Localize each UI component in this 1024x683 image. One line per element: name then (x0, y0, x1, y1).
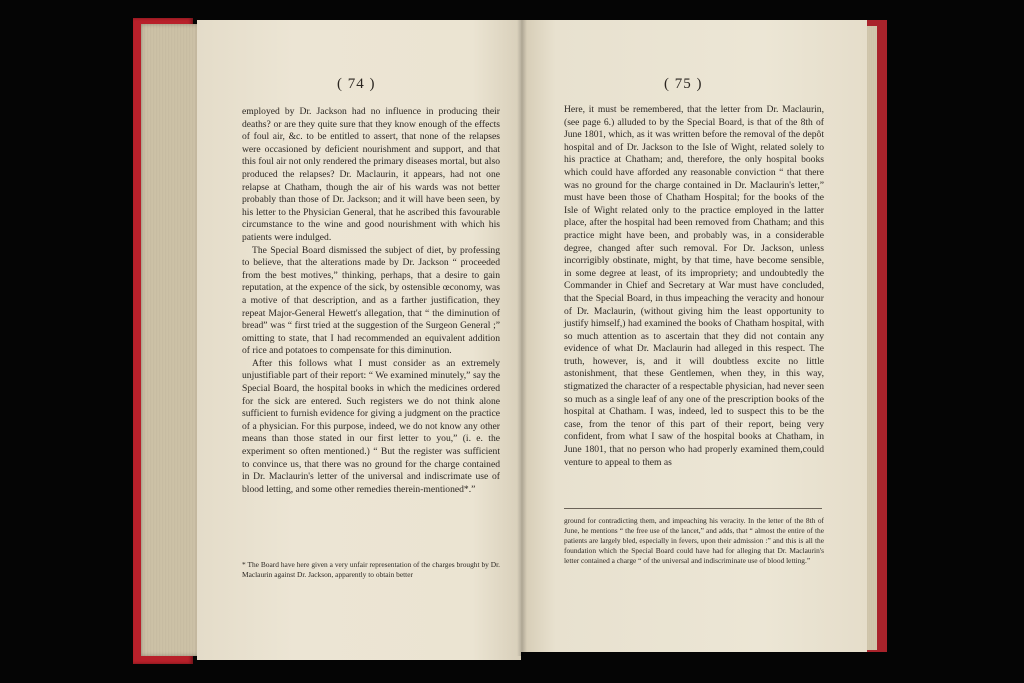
paragraph: The Special Board dismissed the subject of diet, by professing to believe, that the alterations made by Dr. Jackson “ proceeded from the best motives,” thinking, perhaps, that a desire to gain reputation, at the expence of the sick, by ostensible œconomy, was a motive of that description, and as a farther justification, they repeat Major-General Hewett's allegation, that “ the diminution of bread” was “ first tried at the suggestion of the Surgeon General ;” omitting to state, that I had recommended an equivalent addition of rice and potatoes to compensate for this diminution. (242, 244, 500, 357)
page-number: ( 74 ) (337, 76, 376, 92)
page-edges-left (141, 24, 199, 656)
paragraph: After this follows what I must consider as an extremely unjustifiable part of their report: “ We examined minutely,” say the Special Board, the hospital books in which the medicines ordered for the sick are entered. Such registers we do not think alone sufficient to furnish evidence for giving a judgment on the practice of a physician. For this purpose, indeed, we do not know any other means than those stated in our first letter to you,” (i. e. the experiment so often mentioned.) “ But the register was sufficient to convince us, that there was no ground for the charge contained in Dr. Maclaurin's letter of the universal and indiscrimate use of blood letting, and some other remedies therein-mentioned*.” (242, 357, 500, 495)
body-text (242, 106, 500, 496)
book-gutter (517, 20, 527, 656)
right-page (521, 20, 867, 652)
footnote-rule (564, 508, 822, 509)
paragraph: employed by Dr. Jackson had no influence in producing their deaths? or are they quite sure that they know enough of the effects of foul air, &c. to be entitled to assert, that none of the relapses were occasioned by deficient nourishment and support, and that this foul air not only rendered the primary diseases mortal, but also produced the relapses? Dr. Maclaurin, it appears, had not one relapse at Chatham, though the air of his wards was not better probably than those of Dr. Jackson; and it will have been seen, by his letter to the Physician General, that he ascribed this favourable circumstance to the wine and good nourishment with which his patients were indulged. (242, 106, 500, 243)
paragraph: Here, it must be remembered, that the letter from Dr. Maclaurin, (see page 6.) alluded to by the Special Board, is that of the 8th of June 1801, which, as it was written before the removal of the depôt hospital and of Dr. Jackson to the Isle of Wight, related solely to his practice at Chatham; and, therefore, the only hospital books which could have afforded any reasonable conviction “ that there was no ground for the charge contained in Dr. Maclaurin's letter,” must have been those of Chatham Hospital; for the books of the Isle of Wight related only to the practice employed in the latter place, after the hospital had been removed from Chatham; and this practice might have been, and probably was, in a considerable degree, changed after such removal. For Dr. Jackson, unless incorrigibly obstinate, might, by that time, have become sensible, in some degree at least, of its impropriety; and undoubtedly the Commander in Chief and Secretary at War must have concluded, that the Special Board, in thus impeaching the veracity and honour of Dr. Maclaurin, (without giving him the least opportunity to justify himself,) had examined the books of Chatham hospital, with so much attention as to ascertain that they did not contain any evidence of what Dr. Maclaurin had alleged in this respect. The truth, however, is, and it will doubtless excite no little astonishment, that these Gentlemen, when they, in this way, stigmatized the character of a respectable physician, had never seen so much as a single leaf of any one of the prescription books of the hospital at Chatham. I was, indeed, led to suspect this to be the case, from the tenor of this part of their report, being very confident, from what I saw of the hospital books at Chatham, in June 1801, that no person who had properly examined them,could venture to appeal to them as (564, 104, 824, 468)
footnote: * The Board have here given a very unfair representation of the charges brought by Dr. Maclaurin against Dr. Jackson, apparently to obtain better (242, 560, 500, 579)
body-text (564, 104, 824, 469)
footnote: ground for contradicting them, and impeaching his veracity. In the letter of the 8th of June, he mentions “ the free use of the lancet,” and adds, that “ almost the entire of the patients are largely bled, especially in fevers, upon their admission :” and this is all the foundation which the Special Board could have had for alleging that Dr. Maclaurin's letter contained a charge “ of the universal and indiscriminate use of blood letting.” (564, 516, 824, 565)
left-page (197, 20, 521, 660)
open-book (133, 14, 887, 666)
page-number: ( 75 ) (664, 76, 703, 92)
